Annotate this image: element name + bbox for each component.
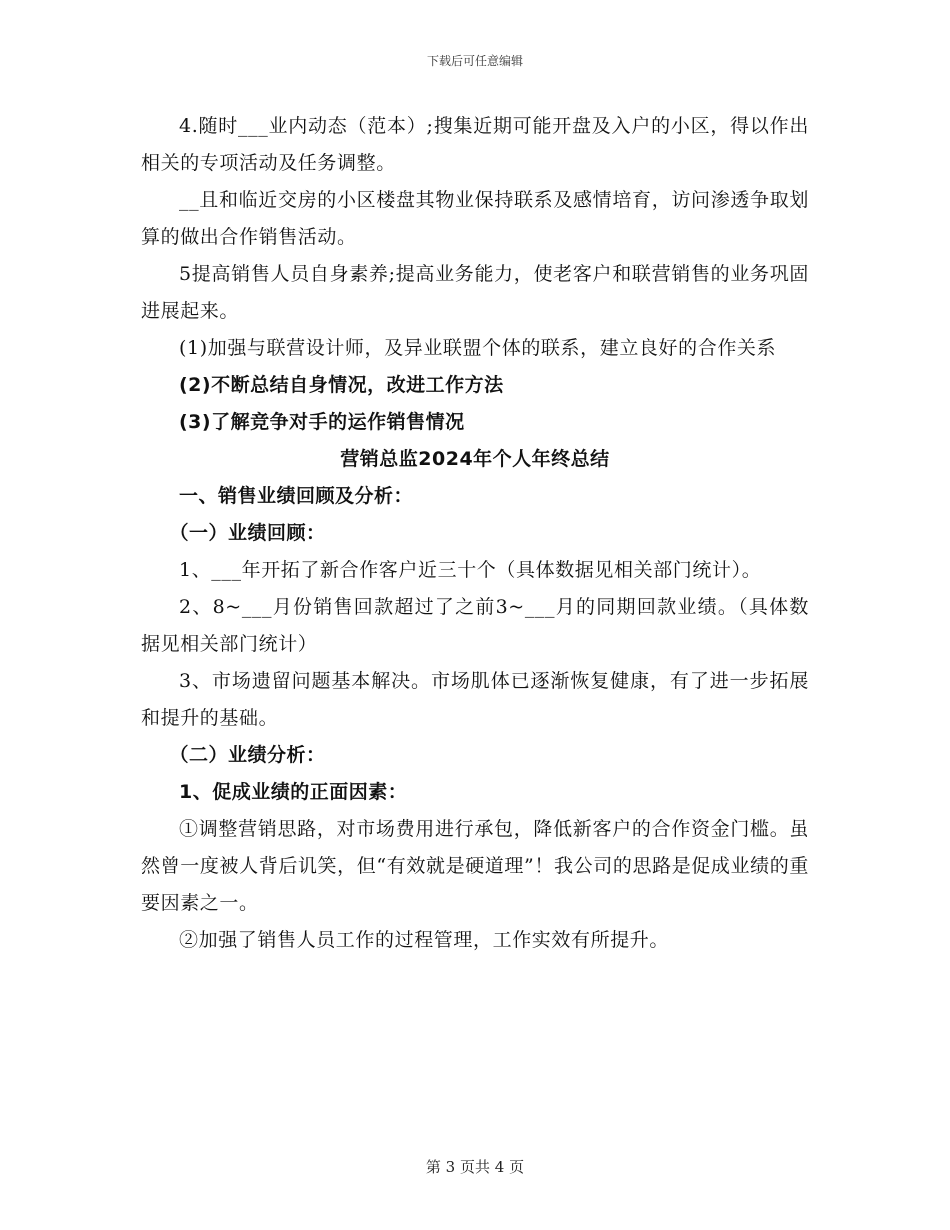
- subsection-heading-analysis: （二）业绩分析：: [169, 744, 326, 766]
- paragraph-sub-2: (2)不断总结自身情况，改进工作方法: [179, 374, 504, 396]
- review-item-3: 3、市场遗留问题基本解决。市场肌体已逐渐恢复健康，有了进一步拓展和提升的基础。: [141, 670, 809, 729]
- paragraph-item-4: 4.随时___业内动态（范本）;搜集近期可能开盘及入户的小区，得以作出相关的专项活动及任务调整。: [141, 115, 809, 174]
- section-heading-1: 一、销售业绩回顾及分析：: [179, 485, 414, 507]
- page-header: 下载后可任意编辑: [426, 54, 523, 68]
- subsection-heading-review: （一）业绩回顾：: [169, 522, 326, 544]
- page-footer: 第 3 页共 4 页: [425, 1158, 525, 1176]
- paragraph-sub-1: (1)加强与联营设计师，及异业联盟个体的联系，建立良好的合作关系: [179, 337, 777, 359]
- paragraph-item-5: 5提高销售人员自身素养;提高业务能力，使老客户和联营销售的业务巩固进展起来。: [141, 263, 809, 322]
- analysis-heading-positive: 1、促成业绩的正面因素：: [179, 781, 408, 803]
- paragraph-sub-3: (3)了解竞争对手的运作销售情况: [179, 411, 465, 433]
- paragraph-property-contact: __且和临近交房的小区楼盘其物业保持联系及感情培育，访问渗透争取划算的做出合作销售活动。: [141, 189, 809, 248]
- document-body: [141, 108, 809, 959]
- analysis-item-1: ①调整营销思路，对市场费用进行承包，降低新客户的合作资金门槛。虽然曾一度被人背后讥笑，但“有效就是硬道理”！我公司的思路是促成业绩的重要因素之一。: [141, 818, 809, 914]
- review-item-2: 2、8~___月份销售回款超过了之前3~___月的同期回款业绩。（具体数据见相关部门统计）: [141, 596, 809, 655]
- analysis-item-2: ②加强了销售人员工作的过程管理，工作实效有所提升。: [179, 929, 670, 951]
- review-item-1: 1、___年开拓了新合作客户近三十个（具体数据见相关部门统计）。: [179, 559, 762, 581]
- document-title: 营销总监2024年个人年终总结: [340, 448, 610, 470]
